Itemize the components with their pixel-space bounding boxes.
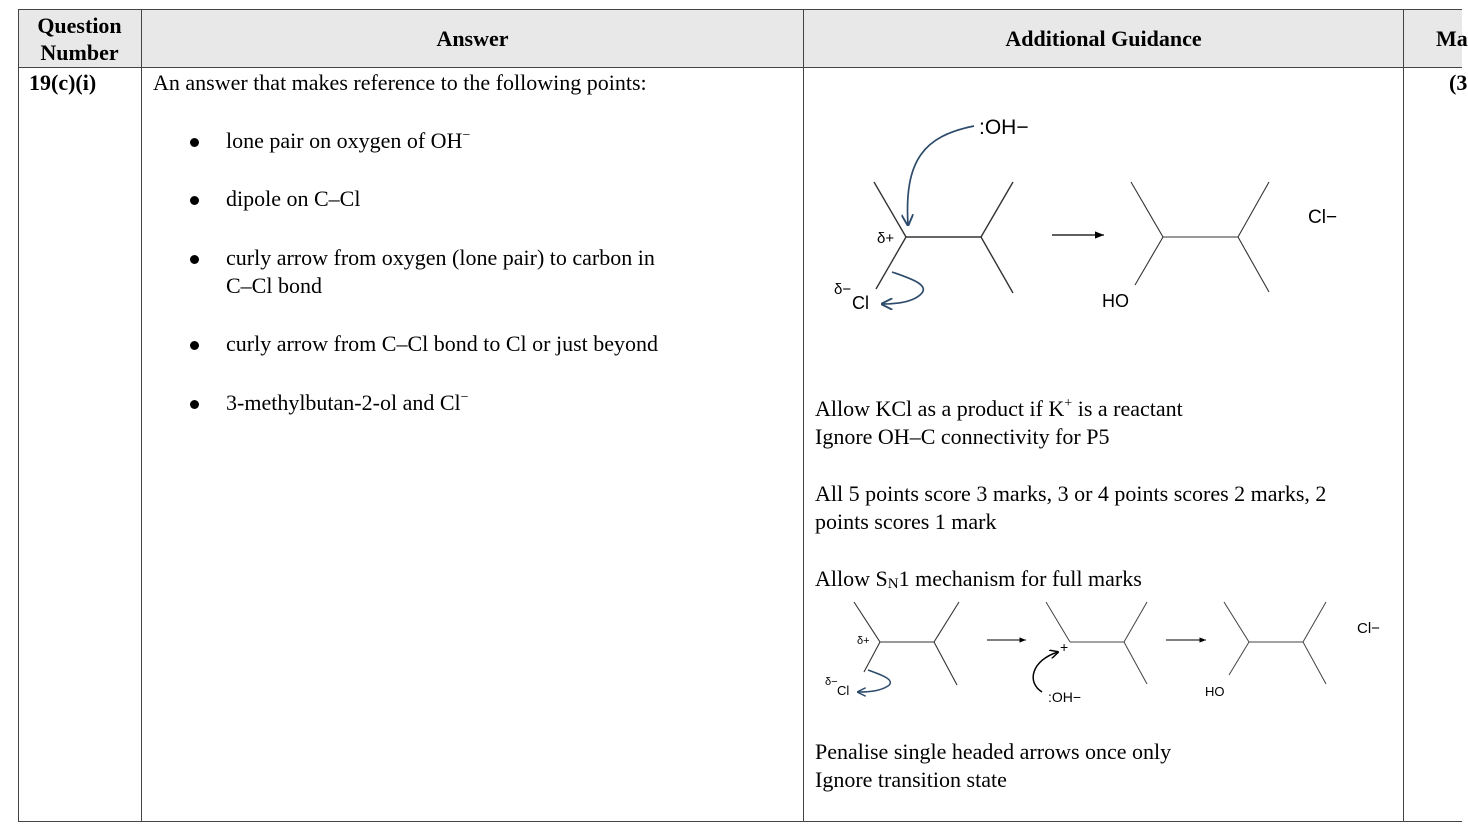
sn2-mechanism-diagram (804, 100, 1403, 325)
nucleophile-label: :OH− (979, 116, 1029, 139)
delta-plus-label: δ+ (877, 230, 895, 247)
header-answer: Answer (436, 26, 509, 51)
guidance-scoring-line1: All 5 points score 3 marks, 3 or 4 points scores 2 marks, 2 (815, 481, 1327, 506)
bullet (190, 196, 199, 205)
guidance-scoring-line2: points scores 1 mark (815, 509, 997, 534)
guidance-allow-kcl: Allow KCl as a product if K+ is a reactant (815, 396, 1183, 421)
answer-point-1: lone pair on oxygen of OH− (226, 128, 471, 153)
guidance-ignore-ts: Ignore transition state (815, 767, 1007, 792)
mark-value: (3 (1449, 70, 1468, 95)
sn1-chloride-ion-label: Cl− (1357, 620, 1380, 637)
product-skeleton (1131, 182, 1269, 292)
header-question-number: Question Number (37, 12, 122, 65)
sn1-delta-plus-label: δ+ (857, 635, 870, 647)
sn1-mechanism-diagram (804, 592, 1403, 714)
guidance-ignore-connectivity: Ignore OH–C connectivity for P5 (815, 424, 1110, 449)
bullet (190, 400, 199, 409)
table-border-bottom (18, 821, 1462, 822)
chloride-ion-label: Cl− (1308, 207, 1338, 228)
answer-point-4: curly arrow from C–Cl bond to Cl or just beyond (226, 331, 659, 356)
bullet (190, 138, 199, 147)
hydroxyl-label: HO (1102, 291, 1129, 311)
sn1-product-skeleton (1224, 602, 1326, 684)
answer-point-2: dipole on C–Cl (226, 186, 361, 211)
curly-arrow-bond-to-chlorine (882, 272, 923, 304)
sn1-curly-arrow-oh-to-cation (1033, 652, 1058, 692)
reactant-skeleton (874, 182, 1013, 293)
chlorine-label: Cl (852, 293, 869, 313)
sn1-delta-minus-label: δ− (825, 676, 838, 688)
sn1-reactant-skeleton (854, 602, 959, 685)
carbocation-charge-label: + (1060, 639, 1069, 655)
question-number: 19(c)(i) (29, 70, 97, 95)
header-additional-guidance: Additional Guidance (1005, 26, 1202, 51)
column-divider-3 (1403, 9, 1404, 822)
answer-intro: An answer that makes reference to the following points: (153, 70, 647, 95)
guidance-penalise: Penalise single headed arrows once only (815, 739, 1172, 764)
answer-point-3-line2: C–Cl bond (226, 273, 322, 298)
sn1-nucleophile-label: :OH− (1048, 689, 1082, 705)
table-header-divider (18, 67, 1462, 68)
bullet (190, 341, 199, 350)
answer-point-5: 3-methylbutan-2-ol and Cl− (226, 390, 469, 415)
delta-minus-label: δ− (834, 281, 852, 298)
sn1-curly-arrow-bond-to-chlorine (858, 670, 890, 692)
header-mark: Ma (1436, 26, 1468, 51)
curly-arrow-oh-to-carbon (908, 126, 974, 225)
column-divider-1 (141, 9, 142, 822)
sn1-chlorine-label: Cl (837, 683, 850, 698)
sn1-hydroxyl-label: HO (1205, 684, 1225, 699)
answer-point-3-line1: curly arrow from oxygen (lone pair) to carbon in (226, 245, 655, 270)
table-border-left (18, 9, 19, 822)
bullet (190, 255, 199, 264)
guidance-allow-sn1: Allow $S_N1$ mechanism for full marks (815, 566, 1142, 592)
